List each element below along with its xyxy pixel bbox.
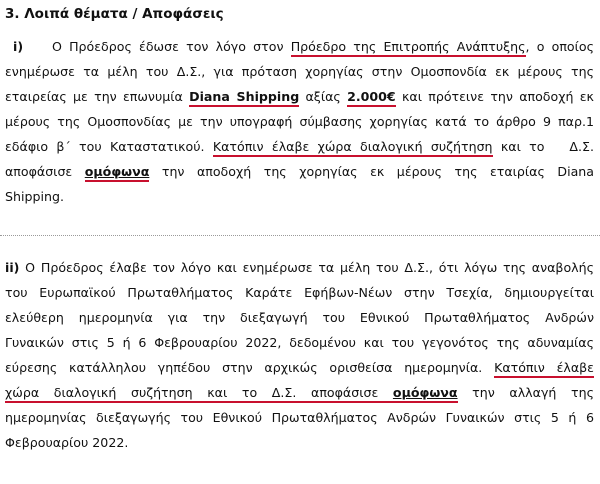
item-marker: i) <box>13 39 24 54</box>
red-underline-annotation <box>5 385 458 403</box>
text-line: μέρους της Ομοσπονδίας με την υπογραφή σύμβασης χορηγίας κατά το άρθρο 9 παρ.1 <box>5 114 594 129</box>
text-line: Φεβρουαρίου 2022. <box>5 435 129 450</box>
text-segment: και πρότεινε την αποδοχή εκ <box>395 89 594 104</box>
text-segment: εταιρείας με την επωνυμία <box>5 89 190 104</box>
text-line: ενημέρωσε τα μέλη του Δ.Σ., για πρόταση χορηγίας στην Ομοσπονδία εκ μέρους της <box>5 64 594 79</box>
red-underline-annotation: Πρόεδρο της Επιτροπής Ανάπτυξης <box>291 39 526 57</box>
text-line: ημερομηνίας διεξαγωγής του Εθνικού Πρωταθλήματος Ανδρών Γυναικών στις 5 ή 6 <box>5 410 594 425</box>
text-line <box>5 37 594 57</box>
red-underline-annotation: Κατόπιν έλαβε χώρα διαλογική συζήτηση <box>213 139 493 157</box>
sponsorship-amount: 2.000€ <box>347 89 396 107</box>
text-line: Γυναικών στις 5 ή 6 Φεβρουαρίου 2022, δεδομένου και του γεγονότος της αδυναμίας <box>5 335 594 350</box>
text-line <box>5 137 594 157</box>
text-segment: εδάφιο β΄ του Καταστατικού. <box>5 139 213 154</box>
text-segment: εύρεσης κατάλληλου γηπέδου στην αρχικώς ορισθείσα ημερομηνία. <box>5 360 495 375</box>
text-segment: , ο οποίος <box>525 39 594 54</box>
text-line: ελεύθερη ημερομηνία για την διεξαγωγή του Εθνικού Πρωταθλήματος Ανδρών <box>5 310 594 325</box>
text-segment: την αλλαγή της <box>457 385 594 400</box>
text-segment: Δ.Σ. <box>569 139 594 154</box>
unanimous-label: ομόφωνα <box>85 164 150 182</box>
text-segment: αξίας <box>299 89 348 104</box>
text-segment: και το <box>492 139 553 154</box>
text-line: του Ευρωπαϊκού Πρωταθλήματος Καράτε Εφήβων-Νέων στην Τσεχία, δημιουργείται <box>5 285 594 300</box>
text-line <box>5 87 594 107</box>
text-line: Shipping. <box>5 189 64 204</box>
company-name: Diana Shipping <box>189 89 299 107</box>
text-segment: αποφάσισε <box>5 164 85 179</box>
text-segment: την αποδοχή της χορηγίας εκ μέρους της εταιρίας Diana <box>149 164 594 179</box>
section-title: 3. Λοιπά θέματα / Αποφάσεις <box>5 6 224 22</box>
item-marker: ii) <box>5 260 20 275</box>
text-line <box>5 162 594 182</box>
text-line <box>5 258 594 278</box>
unanimous-label: ομόφωνα <box>392 385 458 400</box>
section-divider <box>0 235 600 236</box>
text-segment: Ο Πρόεδρος έλαβε τον λόγο και ενημέρωσε τα μέλη του Δ.Σ., ότι λόγω της αναβολής <box>19 260 594 275</box>
text-line <box>5 358 594 378</box>
red-underline-annotation: Κατόπιν έλαβε <box>494 360 594 378</box>
text-segment: χώρα διαλογική συζήτηση και το Δ.Σ. αποφάσισε <box>5 385 393 400</box>
text-segment: Ο Πρόεδρος έδωσε τον λόγο στον <box>51 39 291 54</box>
text-line <box>5 383 594 403</box>
